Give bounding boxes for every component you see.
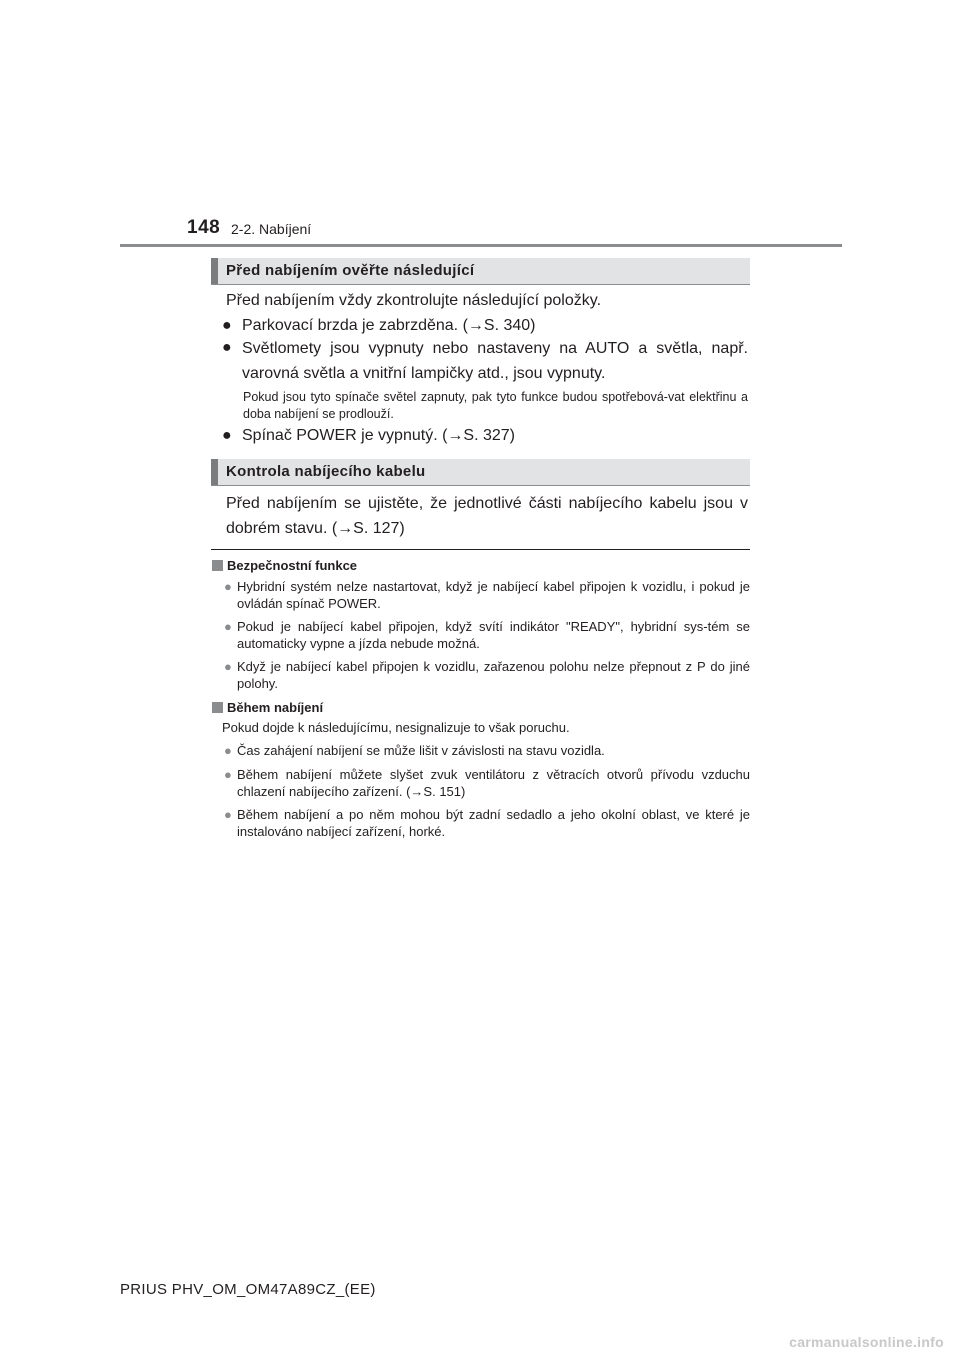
section-heading-check-before-charging bbox=[211, 258, 750, 285]
info-heading-safety bbox=[212, 557, 357, 574]
section1-intro: Před nabíjením vždy zkontrolujte následující položky. bbox=[226, 292, 602, 309]
list-item bbox=[224, 766, 750, 800]
section1-note: Pokud jsou tyto spínače světel zapnuty, pak tyto funkce budou spotřebová-vat elektřinu a doba nabíjení se prodlouží. bbox=[243, 390, 748, 421]
list-item-text: Čas zahájení nabíjení se může lišit v závislosti na stavu vozidla. bbox=[237, 743, 605, 758]
header-rule bbox=[120, 244, 842, 247]
bullet-icon: ● bbox=[224, 807, 232, 822]
list-item-text: Pokud je nabíjecí kabel připojen, když svítí indikátor "READY", hybridní sys-tém se automaticky vypne a jízda nebude možná. bbox=[237, 619, 750, 651]
square-bullet-icon bbox=[212, 702, 223, 713]
bullet-icon: ● bbox=[224, 743, 232, 758]
list-item-text: Během nabíjení a po něm mohou být zadní sedadlo a jeho okolní oblast, ve které je instalováno nabíjecí zařízení, horké. bbox=[237, 807, 750, 839]
section-heading-marker bbox=[211, 459, 218, 485]
section-heading-marker bbox=[211, 258, 218, 284]
bullet-icon: ● bbox=[224, 767, 232, 782]
bullet-icon: ● bbox=[222, 339, 232, 356]
list-item bbox=[224, 658, 750, 692]
list-item-text: Spínač POWER je vypnutý. (→S. 327) bbox=[242, 427, 515, 444]
info-heading-during-charging bbox=[212, 699, 323, 716]
section-heading-title: Před nabíjením ověřte následující bbox=[226, 262, 475, 279]
breadcrumb: 2-2. Nabíjení bbox=[231, 221, 312, 237]
document-code-footer: PRIUS PHV_OM_OM47A89CZ_(EE) bbox=[120, 1281, 376, 1298]
list-item bbox=[224, 742, 750, 759]
list-item bbox=[224, 806, 750, 840]
list-item-text: Parkovací brzda je zabrzděna. (→S. 340) bbox=[242, 317, 536, 334]
list-item-text: Světlomety jsou vypnuty nebo nastaveny na AUTO a světla, např. varovná světla a vnitřní lampičky atd., jsou vypnuty. bbox=[242, 340, 748, 382]
list-item bbox=[224, 578, 750, 612]
list-item-text: Když je nabíjecí kabel připojen k vozidlu, zařazenou polohu nelze přepnout z P do jiné polohy. bbox=[237, 659, 750, 691]
watermark: carmanualsonline.info bbox=[789, 1334, 944, 1350]
list-item bbox=[222, 424, 748, 448]
list-item-text: Během nabíjení můžete slyšet zvuk ventilátoru z větracích otvorů přívodu vzduchu chlazení nabíjecího zařízení. (→S. 151) bbox=[237, 767, 750, 799]
bullet-icon: ● bbox=[224, 579, 232, 594]
bullet-icon: ● bbox=[222, 427, 232, 444]
info-heading-text: Bezpečnostní funkce bbox=[227, 558, 358, 573]
bullet-icon: ● bbox=[224, 619, 232, 634]
info-heading-text: Během nabíjení bbox=[227, 700, 324, 715]
list-item bbox=[224, 618, 750, 652]
page-number: 148 bbox=[187, 217, 221, 238]
list-item bbox=[222, 336, 748, 386]
section-heading-cable-check bbox=[211, 459, 750, 486]
bullet-icon: ● bbox=[224, 659, 232, 674]
bullet-icon: ● bbox=[222, 317, 232, 334]
list-item bbox=[222, 314, 748, 338]
square-bullet-icon bbox=[212, 560, 223, 571]
info-divider bbox=[211, 549, 750, 550]
info-during-intro: Pokud dojde k následujícímu, nesignalizuje to však poruchu. bbox=[222, 720, 570, 735]
section2-text: Před nabíjením se ujistěte, že jednotlivé části nabíjecího kabelu jsou v dobrém stavu. (→S. 127) bbox=[226, 495, 748, 537]
section-heading-title: Kontrola nabíjecího kabelu bbox=[226, 463, 426, 480]
list-item-text: Hybridní systém nelze nastartovat, když je nabíjecí kabel připojen k vozidlu, i pokud je ovládán spínač POWER. bbox=[237, 579, 750, 611]
